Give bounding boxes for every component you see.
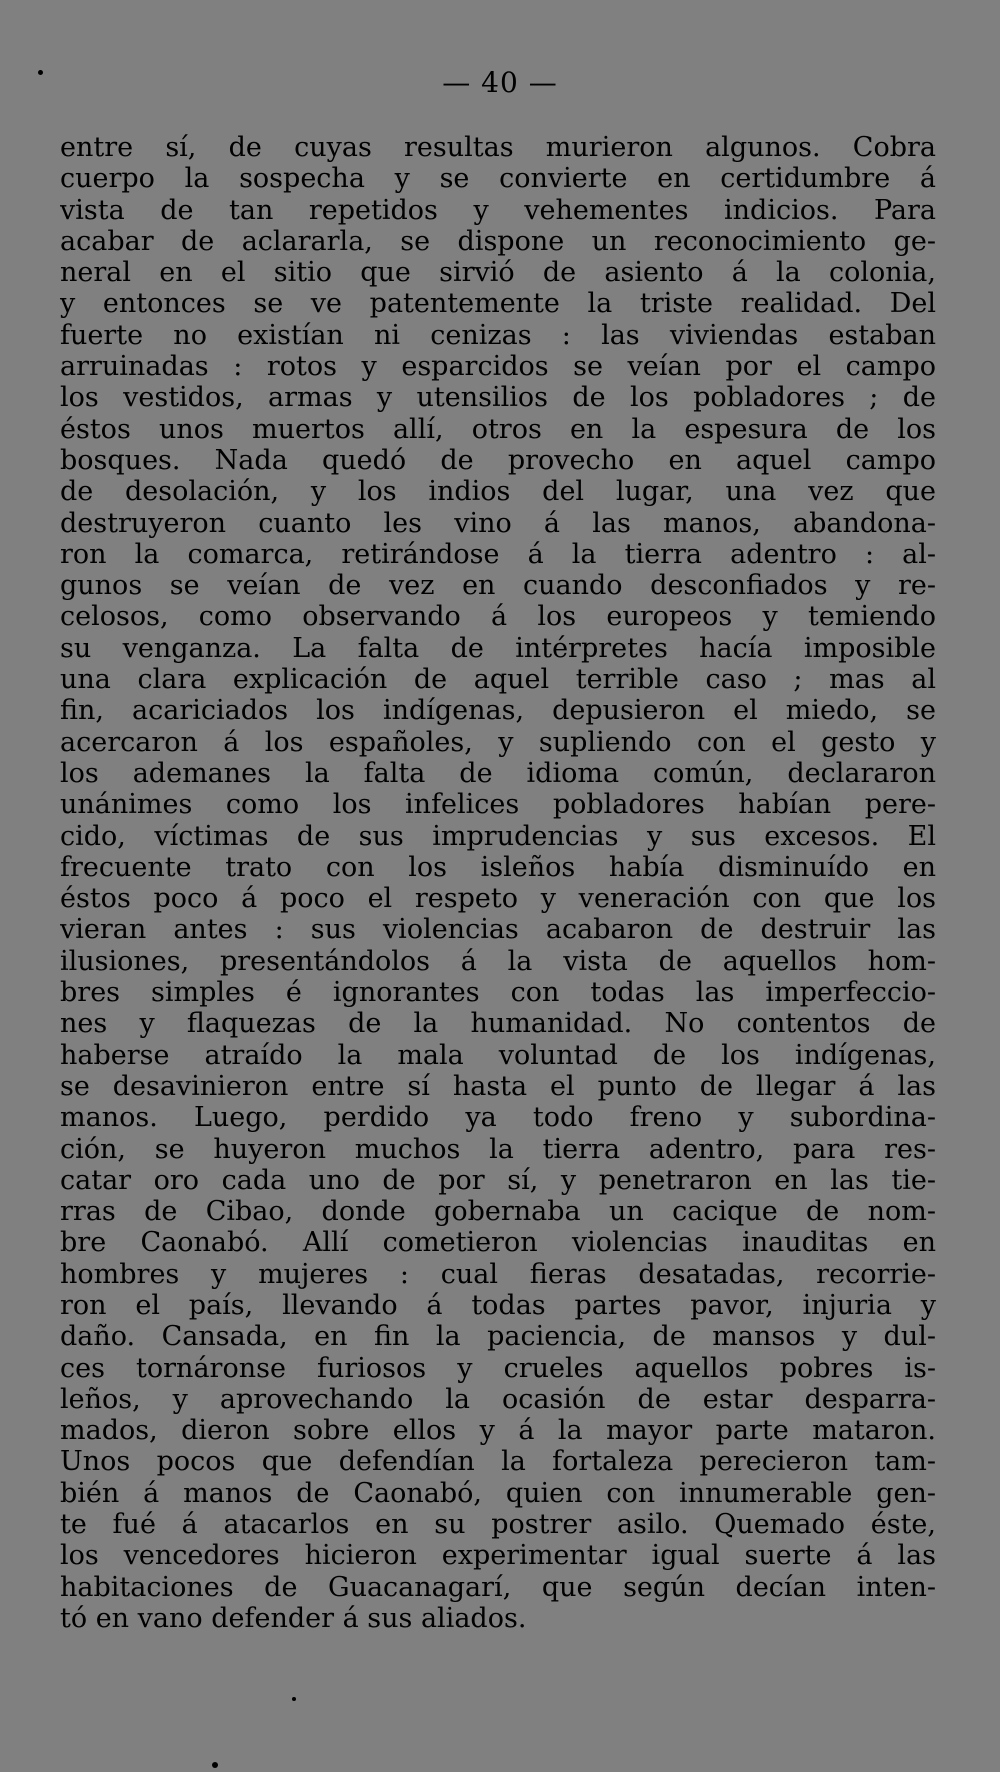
- text-line: ron la comarca, retirándose á la tierra adentro : al-: [60, 538, 936, 570]
- text-line: se desavinieron entre sí hasta el punto de llegar á las: [60, 1070, 936, 1102]
- text-line: neral en el sitio que sirvió de asiento á la colonia,: [60, 257, 936, 289]
- text-line: unánimes como los infelices pobladores habían pere-: [60, 789, 936, 821]
- text-line: Unos pocos que defendían la fortaleza perecieron tam-: [60, 1446, 936, 1478]
- text-line: bién á manos de Caonabó, quien con innumerable gen-: [60, 1477, 936, 1509]
- text-line: leños, y aprovechando la ocasión de estar desparra-: [60, 1383, 936, 1415]
- text-line: ces tornáronse furiosos y crueles aquellos pobres is-: [60, 1352, 936, 1384]
- text-line: hombres y mujeres : cual fieras desatadas, recorrie-: [60, 1258, 936, 1290]
- text-line: ilusiones, presentándolos á la vista de aquellos hom-: [60, 945, 936, 977]
- text-line: su venganza. La falta de intérpretes hacía imposible: [60, 632, 936, 664]
- text-line: arruinadas : rotos y esparcidos se veían por el campo: [60, 351, 936, 383]
- text-line: acercaron á los españoles, y supliendo con el gesto y: [60, 726, 936, 758]
- text-line: ción, se huyeron muchos la tierra adentro, para res-: [60, 1133, 936, 1165]
- text-line: bre Caonabó. Allí cometieron violencias inauditas en: [60, 1227, 936, 1259]
- text-line: bres simples é ignorantes con todas las imperfeccio-: [60, 977, 936, 1009]
- text-line: mados, dieron sobre ellos y á la mayor parte mataron.: [60, 1415, 936, 1447]
- text-line: ron el país, llevando á todas partes pavor, injuria y: [60, 1289, 936, 1321]
- text-line: los vencedores hicieron experimentar igual suerte á las: [60, 1540, 936, 1572]
- text-line: vista de tan repetidos y vehementes indicios. Para: [60, 194, 936, 226]
- text-line: bosques. Nada quedó de provecho en aquel campo: [60, 444, 936, 476]
- text-line: frecuente trato con los isleños había disminuído en: [60, 851, 936, 883]
- text-line: los ademanes la falta de idioma común, declararon: [60, 757, 936, 789]
- text-line: te fué á atacarlos en su postrer asilo. Quemado éste,: [60, 1509, 936, 1541]
- text-line: entre sí, de cuyas resultas murieron algunos. Cobra: [60, 132, 936, 163]
- text-line: éstos poco á poco el respeto y veneración con que los: [60, 883, 936, 915]
- text-line: éstos unos muertos allí, otros en la espesura de los: [60, 413, 936, 445]
- text-line: cido, víctimas de sus imprudencias y sus excesos. El: [60, 820, 936, 852]
- text-line: cuerpo la sospecha y se convierte en certidumbre á: [60, 163, 936, 195]
- text-line: rras de Cibao, donde gobernaba un cacique de nom-: [60, 1196, 936, 1228]
- text-line: nes y flaquezas de la humanidad. No contentos de: [60, 1008, 936, 1040]
- page-number: — 40 —: [442, 66, 558, 99]
- text-line: una clara explicación de aquel terrible caso ; mas al: [60, 664, 936, 696]
- text-line: destruyeron cuanto les vino á las manos, abandona-: [60, 507, 936, 539]
- text-line: los vestidos, armas y utensilios de los pobladores ; de: [60, 382, 936, 414]
- text-line: catar oro cada uno de por sí, y penetraron en las tie-: [60, 1164, 936, 1196]
- text-line: fuerte no existían ni cenizas : las viviendas estaban: [60, 319, 936, 351]
- text-line: acabar de aclararla, se dispone un reconocimiento ge-: [60, 225, 936, 257]
- text-line: daño. Cansada, en fin la paciencia, de mansos y dul-: [60, 1321, 936, 1353]
- text-line: gunos se veían de vez en cuando desconfiados y re-: [60, 570, 936, 602]
- text-line: tó en vano defender á sus aliados.: [60, 1602, 527, 1634]
- text-line: fin, acariciados los indígenas, depusieron el miedo, se: [60, 695, 936, 727]
- text-line: habitaciones de Guacanagarí, que según decían inten-: [60, 1571, 936, 1603]
- body-text: [60, 132, 936, 1634]
- text-line: vieran antes : sus violencias acabaron de destruir las: [60, 914, 936, 946]
- text-line: celosos, como observando á los europeos y temiendo: [60, 601, 936, 633]
- text-line: de desolación, y los indios del lugar, una vez que: [60, 476, 936, 508]
- ink-speck: [38, 70, 43, 75]
- text-line: haberse atraído la mala voluntad de los indígenas,: [60, 1039, 936, 1071]
- ink-speck: [212, 1762, 218, 1768]
- text-line: y entonces se ve patentemente la triste realidad. Del: [60, 288, 936, 320]
- text-line: manos. Luego, perdido ya todo freno y subordina-: [60, 1102, 936, 1134]
- ink-speck: [292, 1697, 296, 1701]
